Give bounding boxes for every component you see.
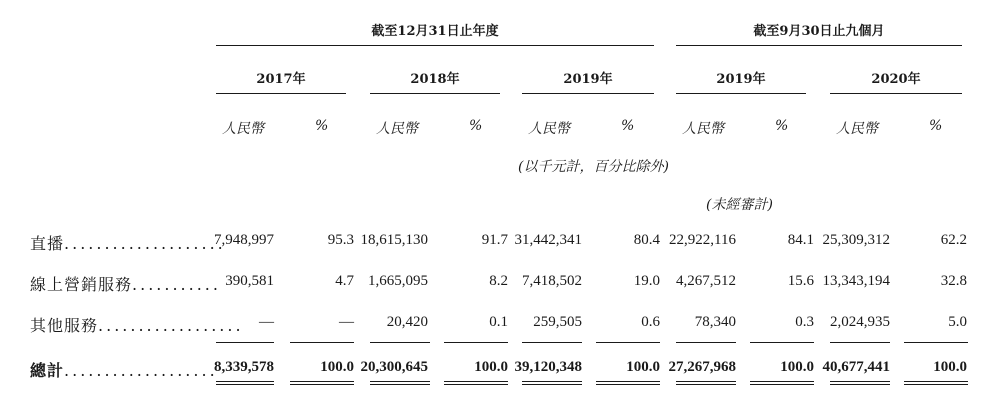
table-cell: 390,581	[225, 273, 274, 289]
table-cell: 32.8	[940, 273, 967, 289]
period-rule-annual	[216, 45, 654, 46]
percent-label: %	[775, 118, 789, 134]
currency-label: 人民幣	[528, 121, 570, 137]
subtotal-rule	[290, 342, 354, 343]
currency-label: 人民幣	[836, 121, 878, 137]
table-cell: 22,922,116	[669, 232, 736, 248]
table-cell: 62.2	[940, 232, 967, 248]
percent-label: %	[315, 118, 329, 134]
subtotal-rule	[596, 342, 660, 343]
table-cell: 1,665,095	[368, 273, 428, 289]
table-cell: 80.4	[633, 232, 660, 248]
total-cell: 20,300,645	[360, 359, 428, 375]
row-label-total: 總計...................	[30, 361, 218, 380]
table-cell: 13,343,194	[822, 273, 890, 289]
subtotal-rule	[370, 342, 430, 343]
units-note: (以千元計，百分比除外)	[518, 159, 669, 175]
currency-label: 人民幣	[682, 121, 724, 137]
subtotal-rule	[444, 342, 508, 343]
table-cell: 0.3	[795, 314, 814, 330]
table-cell: 4,267,512	[676, 273, 736, 289]
total-double-rule	[290, 381, 354, 385]
table-cell: 18,615,130	[360, 232, 428, 248]
table-cell: 78,340	[694, 314, 736, 330]
row-label-live-streaming: 直播....................	[30, 234, 226, 253]
total-double-rule	[522, 381, 582, 385]
table-cell: 2,024,935	[830, 314, 890, 330]
total-cell: 100.0	[474, 359, 508, 375]
total-double-rule	[370, 381, 430, 385]
total-cell: 39,120,348	[514, 359, 582, 375]
year-rule	[522, 93, 654, 94]
table-cell: 0.1	[489, 314, 508, 330]
table-cell: 5.0	[948, 314, 967, 330]
period-rule-nine-months	[676, 45, 962, 46]
percent-label: %	[621, 118, 635, 134]
total-double-rule	[596, 381, 660, 385]
year-header-2019-nine-months: 2019年	[716, 72, 766, 87]
total-double-rule	[830, 381, 890, 385]
total-cell: 100.0	[780, 359, 814, 375]
table-cell: 91.7	[481, 232, 508, 248]
table-cell: 7,418,502	[522, 273, 582, 289]
table-cell: 4.7	[335, 273, 354, 289]
period-header-nine-months: 截至9月30日止九個月	[753, 24, 885, 39]
subtotal-rule	[676, 342, 736, 343]
table-cell: 95.3	[327, 232, 354, 248]
total-double-rule	[216, 381, 274, 385]
year-header-2020: 2020年	[871, 72, 921, 87]
subtotal-rule	[830, 342, 890, 343]
total-cell: 100.0	[626, 359, 660, 375]
table-cell: 259,505	[533, 314, 582, 330]
subtotal-rule	[750, 342, 814, 343]
year-rule	[216, 93, 346, 94]
total-double-rule	[444, 381, 508, 385]
subtotal-rule	[216, 342, 274, 343]
year-rule	[370, 93, 500, 94]
year-header-2019: 2019年	[563, 72, 613, 87]
total-cell: 8,339,578	[214, 359, 274, 375]
currency-label: 人民幣	[376, 121, 418, 137]
table-cell: —	[259, 314, 274, 330]
period-header-annual: 截至12月31日止年度	[371, 24, 499, 39]
total-double-rule	[904, 381, 968, 385]
year-header-2017: 2017年	[256, 72, 306, 87]
table-cell: 20,420	[386, 314, 428, 330]
total-cell: 40,677,441	[822, 359, 890, 375]
unaudited-note: (未經審計)	[706, 197, 773, 213]
subtotal-rule	[904, 342, 968, 343]
total-double-rule	[750, 381, 814, 385]
total-double-rule	[676, 381, 736, 385]
table-cell: 8.2	[489, 273, 508, 289]
table-cell: 84.1	[787, 232, 814, 248]
table-cell: 0.6	[641, 314, 660, 330]
percent-label: %	[469, 118, 483, 134]
table-cell: 7,948,997	[214, 232, 274, 248]
row-label-other-services: 其他服務..................	[30, 316, 244, 335]
year-rule	[676, 93, 806, 94]
total-cell: 27,267,968	[668, 359, 736, 375]
year-rule	[830, 93, 962, 94]
table-cell: 31,442,341	[514, 232, 582, 248]
table-cell: —	[339, 314, 354, 330]
table-cell: 15.6	[787, 273, 814, 289]
total-cell: 100.0	[933, 359, 967, 375]
row-label-online-marketing: 線上營銷服務...........	[30, 275, 221, 294]
percent-label: %	[929, 118, 943, 134]
table-cell: 25,309,312	[822, 232, 890, 248]
table-cell: 19.0	[633, 273, 660, 289]
total-cell: 100.0	[320, 359, 354, 375]
subtotal-rule	[522, 342, 582, 343]
currency-label: 人民幣	[222, 121, 264, 137]
year-header-2018: 2018年	[410, 72, 460, 87]
